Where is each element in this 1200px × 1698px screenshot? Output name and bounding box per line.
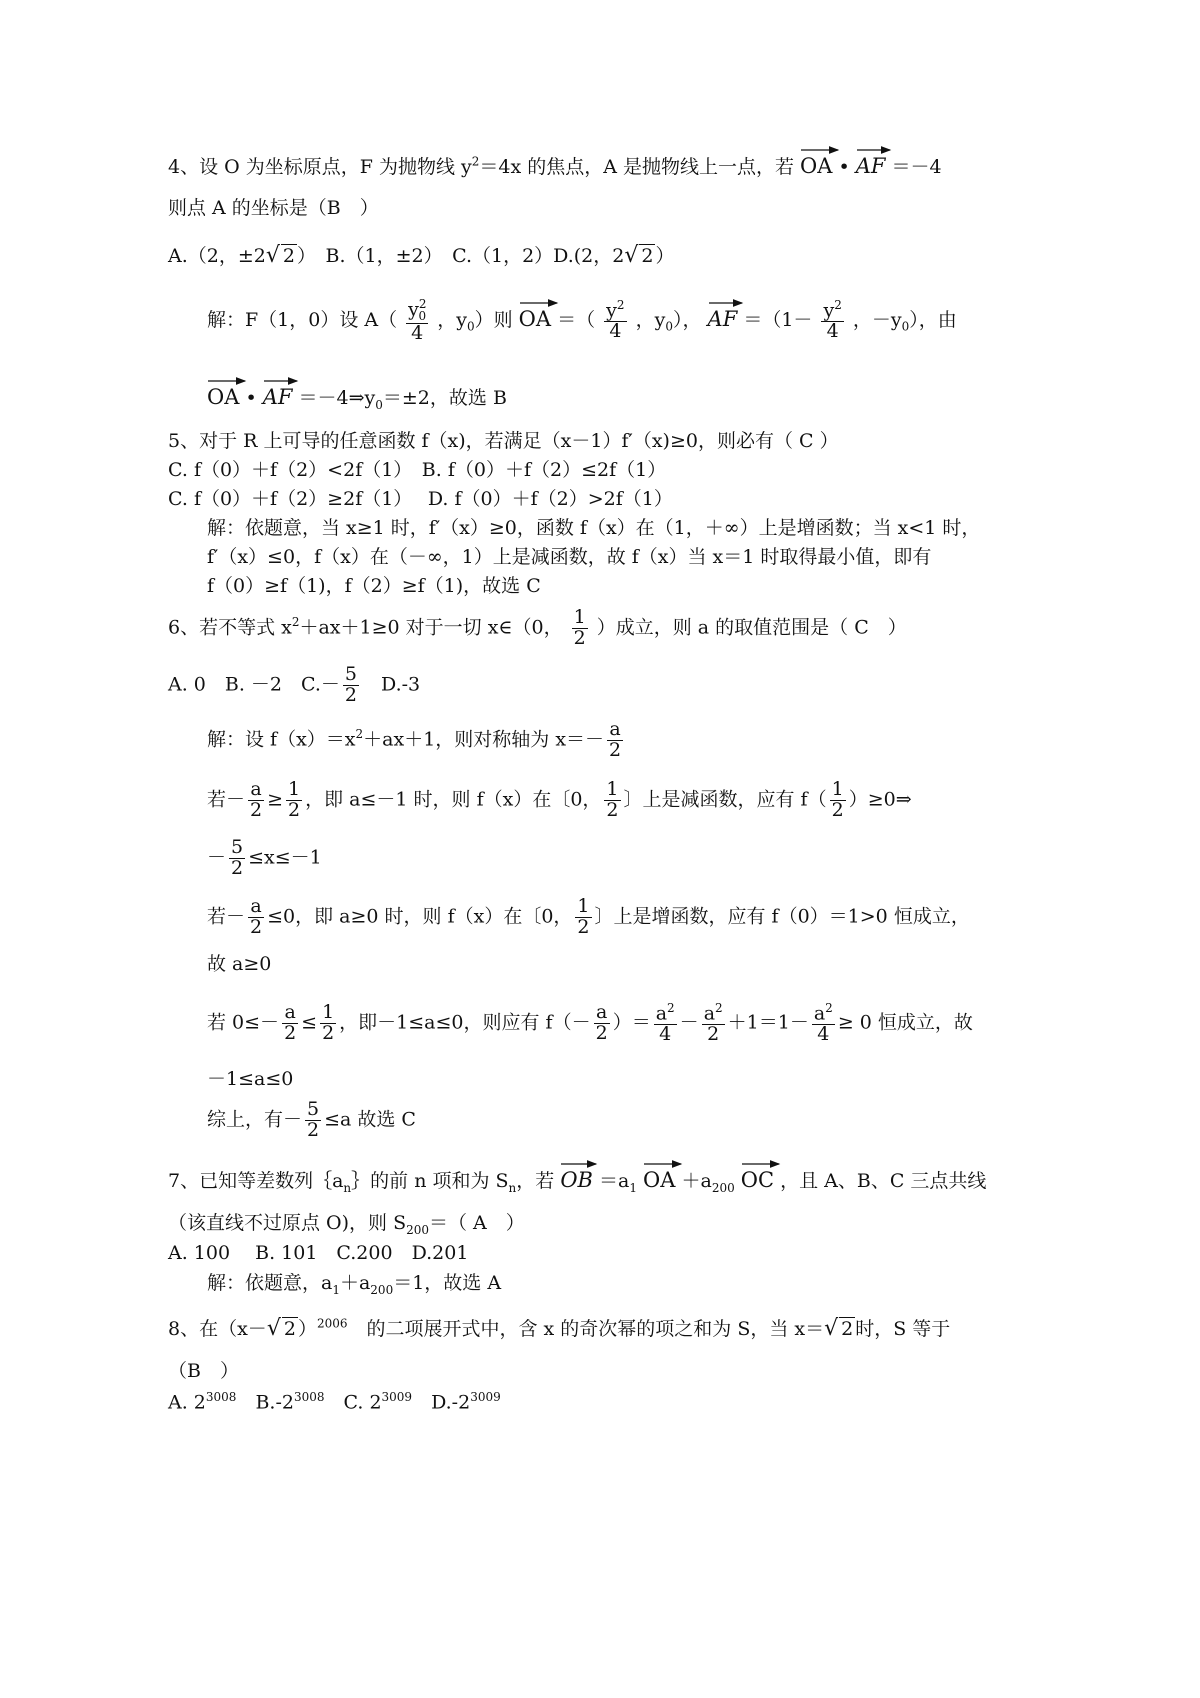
q4-stem: 4、设 O 为坐标原点，F 为抛物线 $y^2=4x$ 的焦点，A 是抛物线上一点，若 OA • AF ＝－4 [168,154,942,178]
q7-stem: 7、已知等差数列$\{a_n\}$的前 n 项和为 $S_n$，若 OB $=a_1$ OA $+a_{200}$ OC ，且 A、B、C 三点共线 [168,1168,987,1195]
vector-oa: OA [800,154,833,178]
q5-options-1: C. f（0）＋f（2）<2f（1） B. f（0）＋f（2）≤2f（1） [168,459,667,481]
q4-line2: 则点 A 的坐标是（B ） [168,197,379,219]
q8-options: A. $2^{3008}$ $B.-2^{3008}$ C. $2^{3009}$ $D.-2^{3009}$ [168,1390,501,1414]
vector-af: AF [855,154,886,178]
q6-solution-4: 若－ $\frac{a}{2}$ ≤0，即 a≥0 时，则 f（x）在〔0， $\frac{1}{2}$ 〕上是增函数，应有 f（0）＝1>0 恒成立， [207,895,970,938]
q8-stem: 8、在（x－√ 2 ）$^{2006}$ 的二项展开式中，含 x 的奇次幂的项之和为 S，当 x＝√ 2 时，S 等于 [168,1316,951,1341]
q7-options: A. 100 B. 101 C.200 D.201 [168,1242,469,1264]
q5-stem: 5、对于 R 上可导的任意函数 f（x)，若满足（x－1）f′（x)≥0，则必有（ C ） [168,430,839,452]
vector-oc: OC [740,1168,775,1192]
q5-solution-2: f′（x）≤0，f（x）在（－∞，1）上是减函数，故 f（x）当 x＝1 时取得最小值，即有 [207,546,932,568]
q6-solution-2: 若－ $\frac{a}{2}$ ≥ $\frac{1}{2}$ ，即 a≤－1 时，则 f（x）在〔0， $\frac{1}{2}$ 〕上是减函数，应有 f（ $\frac{1}{2}$ ）≥0⇒ [207,778,912,821]
q6-stem: 6、若不等式 $x^2+ax+1\ge 0$ 对于一切 x∈（0， $\frac{1}{2}$ ）成立，则 a 的取值范围是（ C ） [168,606,907,649]
q6-solution-5: 故 a≥0 [207,953,272,975]
q7-solution: 解：依题意，$a_1+a_{200}=1$，故选 A [207,1272,502,1297]
q5-solution-1: 解：依题意，当 x≥1 时，f′（x）≥0，函数 f（x）在（1，＋∞）上是增函数；当 x<1 时， [207,517,981,539]
q8-line2: （B ） [168,1360,239,1382]
q4-options: A.（2，±2√ 2 ） B.（1，±2） C.（1，2）D.(2，2√ 2 ） [168,243,675,268]
q6-solution-1: 解：设 $f(x)=x^2+ax+1$，则对称轴为 x＝－ $\frac{a}{2}$ [207,718,622,761]
q5-options-2: C. f（0）＋f（2）≥2f（1） D. f（0）＋f（2）>2f（1） [168,488,673,510]
q6-solution-6: 若 0≤－ $\frac{a}{2}$ ≤ $\frac{1}{2}$ ，即－1≤a≤0，则应有 f（－ $\frac{a}{2}$ ）＝ $\frac{a^2}{4}$ － $\frac{a^2}{2}$ ＋1＝1－ $\frac{a^2}{4}$ ≥ 0 恒成立，故 [207,1001,973,1046]
q5-solution-3: f（0）≥f（1)，f（2）≥f（1)，故选 C [207,575,541,597]
q6-solution-3: － $\frac{5}{2}$ ≤x≤－1 [207,836,322,879]
q4-solution-2: OA • AF $=-4\Rightarrow y_0=\pm 2$，故选 B [207,385,507,412]
q6-options: A. 0 B. －2 C.－ $\frac{5}{2}$ D.-3 [168,663,421,706]
q4-solution: 解：F（1，0）设 A（ $\frac{y^2_0}{4}$ ，$y_0$）则 OA ＝（ $\frac{y^2}{4}$ ，$y_0$）， AF ＝（1－ $\frac{y^2}{4}$ ，$-y_0$），由 [207,297,957,344]
q7-line2: （该直线不过原点 O)，则 $S_{200}=$（ A ） [168,1212,525,1237]
q6-solution-8: 综上，有－ $\frac{5}{2}$ ≤a 故选 C [207,1098,416,1141]
q6-solution-7: －1≤a≤0 [207,1068,294,1090]
vector-ob: OB [560,1168,593,1192]
